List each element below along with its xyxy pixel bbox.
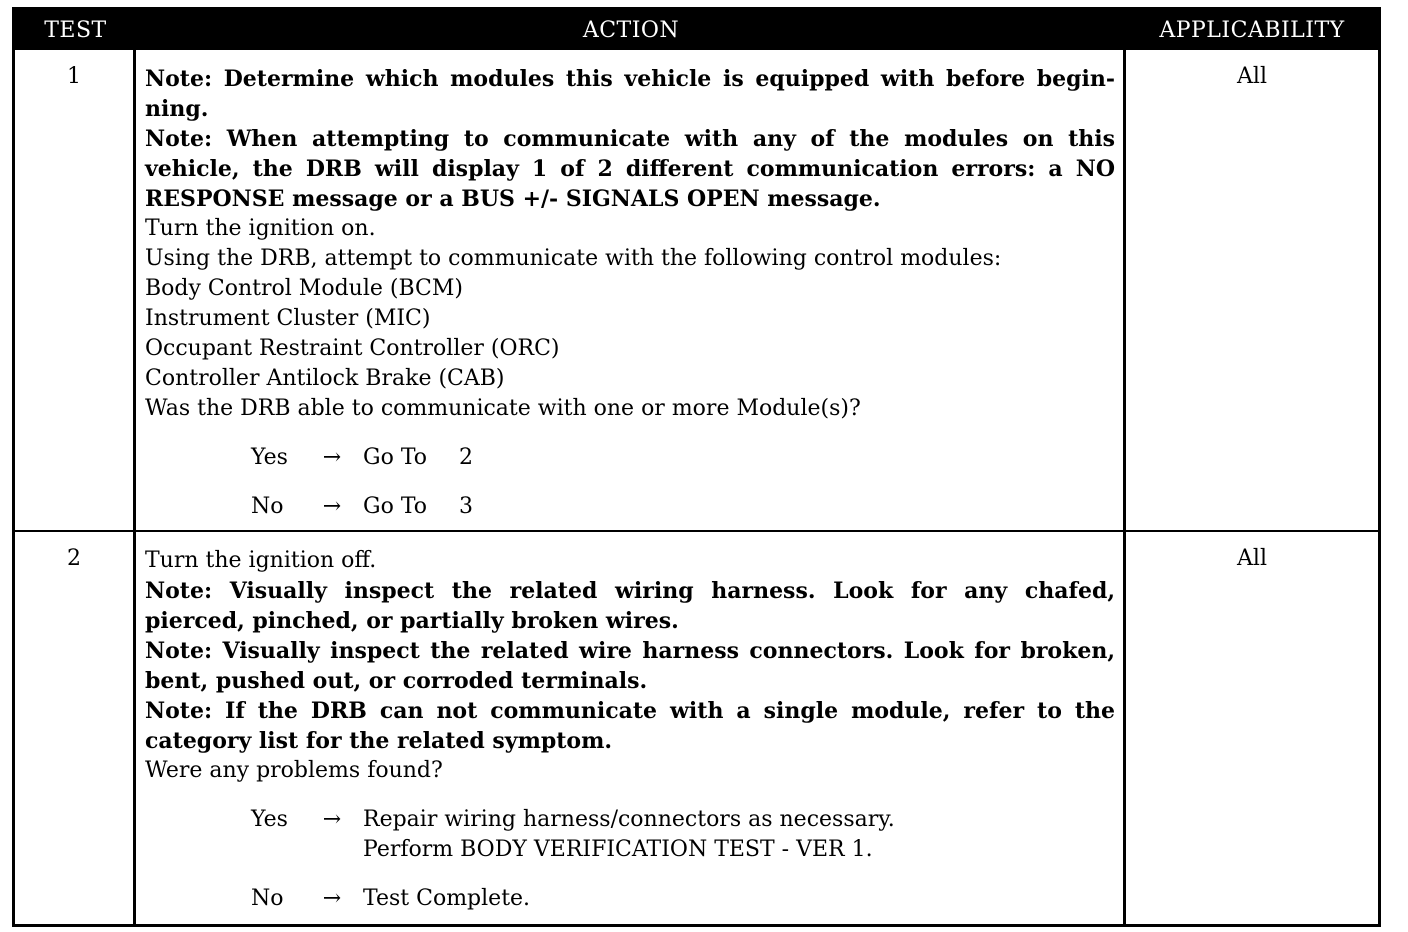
option-label: Yes — [251, 807, 288, 832]
arrow-icon: → — [322, 445, 342, 470]
applicability-cell: All — [1237, 546, 1267, 571]
table-row — [15, 50, 1378, 532]
table-header — [15, 10, 1378, 50]
action-line: Occupant Restraint Controller (ORC) — [145, 336, 560, 361]
test-number: 2 — [15, 532, 136, 924]
option-target: 3 — [459, 494, 473, 519]
option-action: Repair wiring harness/connectors as necessary. — [363, 807, 895, 832]
option-no — [251, 492, 1115, 522]
option-yes — [251, 443, 1115, 473]
option-action: Go To — [363, 445, 428, 470]
option-action-group — [363, 805, 895, 865]
action-line: Note: Visually inspect the related wire harness connectors. Look for broken, bent, pushed out, or corroded terminals. — [145, 638, 1115, 694]
header-test: TEST — [44, 17, 107, 43]
option-yes — [251, 805, 1115, 865]
action-line: Instrument Cluster (MIC) — [145, 306, 431, 331]
arrow-icon: → — [322, 886, 342, 911]
applicability-cell: All — [1237, 64, 1267, 89]
action-line: Using the DRB, attempt to communicate with the following control modules: — [145, 246, 1002, 271]
action-line: Body Control Module (BCM) — [145, 276, 463, 301]
diagnostic-table — [12, 7, 1381, 927]
action-line: Note: If the DRB can not communicate with a single module, refer to the category list for the related symptom. — [145, 698, 1115, 754]
action-line: Controller Antilock Brake (CAB) — [145, 366, 505, 391]
action-cell — [136, 532, 1126, 924]
header-action: ACTION — [582, 17, 680, 43]
action-line: Note: Visually inspect the related wiring harness. Look for any chafed, pierced, pinched, or partially broken wires. — [145, 578, 1115, 634]
option-label: Yes — [251, 445, 288, 470]
action-line: Turn the ignition on. — [145, 216, 376, 241]
option-action: Go To — [363, 494, 428, 519]
option-action: Test Complete. — [363, 886, 531, 911]
option-target: 2 — [459, 445, 473, 470]
action-line: Turn the ignition off. — [145, 548, 377, 573]
option-action-2: Perform BODY VERIFICATION TEST - VER 1. — [363, 837, 873, 862]
arrow-icon: → — [322, 807, 342, 832]
action-line: Was the DRB able to communicate with one or more Module(s)? — [145, 396, 861, 421]
action-cell — [136, 50, 1126, 530]
table-row — [15, 532, 1378, 924]
action-line: Were any problems found? — [145, 758, 443, 783]
option-label: No — [251, 494, 284, 519]
option-no — [251, 884, 1115, 914]
header-applicability: APPLICABILITY — [1159, 17, 1345, 43]
option-label: No — [251, 886, 284, 911]
arrow-icon: → — [322, 494, 342, 519]
action-line: Note: When attempting to communicate with any of the modules on this vehicle, the DRB will display 1 of 2 different communication errors: a NO RESPONSE message or a BUS +/- SIGNALS OPEN message. — [145, 126, 1115, 212]
test-number: 1 — [15, 50, 136, 530]
action-line: Note: Determine which modules this vehicle is equipped with before begin- ning. — [145, 66, 1115, 122]
